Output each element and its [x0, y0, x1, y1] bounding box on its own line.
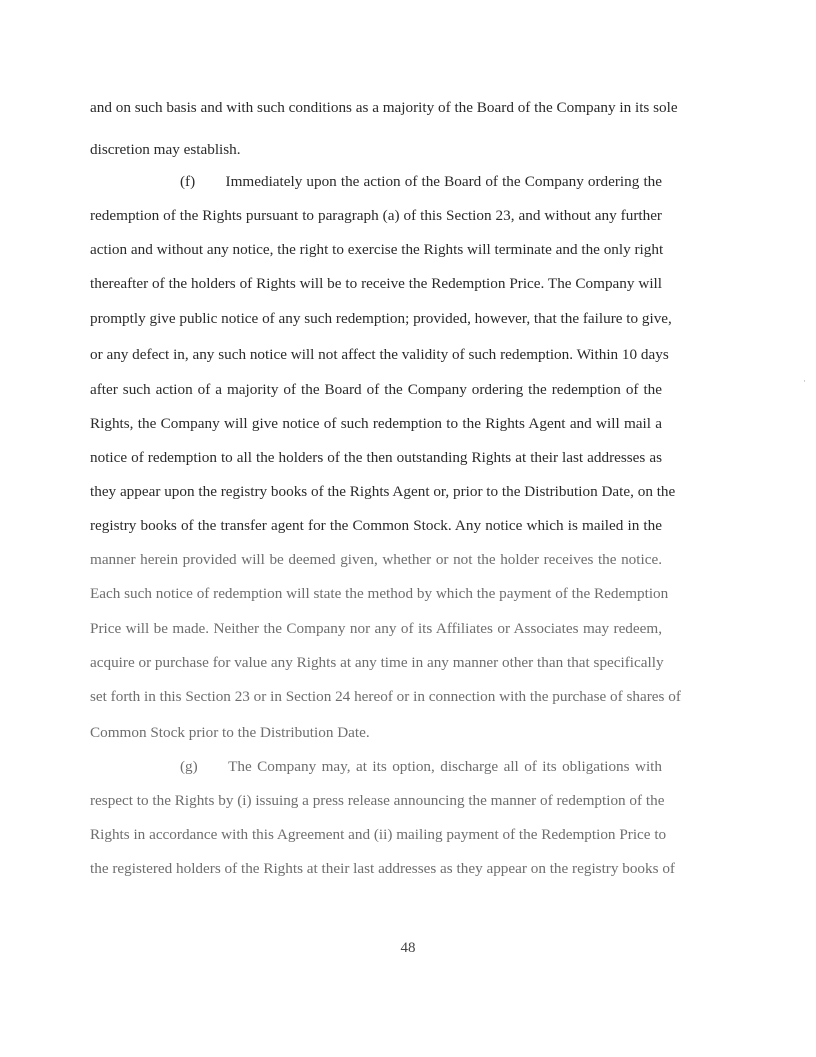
text-line: thereafter of the holders of Rights will be to receive the Redemption Price. The Company will	[90, 275, 662, 292]
scan-speck: ·	[803, 376, 806, 386]
paragraph-f-heading-line: (f) Immediately upon the action of the Board of the Company ordering the	[180, 173, 662, 190]
text-line: discretion may establish.	[90, 141, 241, 158]
paragraph-g-heading-line: (g) The Company may, at its option, discharge all of its obligations with	[180, 758, 662, 775]
text-line: action and without any notice, the right to exercise the Rights will terminate and the only right	[90, 241, 664, 258]
text-line: notice of redemption to all the holders of the then outstanding Rights at their last addresses as	[90, 449, 662, 466]
text-line: Price will be made. Neither the Company nor any of its Affiliates or Associates may redeem,	[90, 620, 662, 637]
text-line: registry books of the transfer agent for the Common Stock. Any notice which is mailed in the	[90, 517, 662, 534]
text-line: redemption of the Rights pursuant to paragraph (a) of this Section 23, and without any further	[90, 207, 662, 224]
text-line: Rights, the Company will give notice of such redemption to the Rights Agent and will mail a	[90, 415, 662, 432]
text-line: the registered holders of the Rights at their last addresses as they appear on the registry books of	[90, 860, 675, 877]
text-line: and on such basis and with such conditions as a majority of the Board of the Company in its sole	[90, 99, 678, 116]
text-line: Rights in accordance with this Agreement and (ii) mailing payment of the Redemption Price to	[90, 826, 667, 843]
page-number: 48	[400, 940, 416, 956]
text-line: or any defect in, any such notice will not affect the validity of such redemption. Within 10 days	[90, 346, 669, 363]
text-line: set forth in this Section 23 or in Section 24 hereof or in connection with the purchase of shares of	[90, 688, 681, 705]
text-line: Each such notice of redemption will state the method by which the payment of the Redemption	[90, 585, 669, 602]
text-line: they appear upon the registry books of the Rights Agent or, prior to the Distribution Date, on the	[90, 483, 676, 500]
text-line: after such action of a majority of the Board of the Company ordering the redemption of the	[90, 381, 662, 398]
text-line: acquire or purchase for value any Rights at any time in any manner other than that specifically	[90, 654, 664, 671]
text-line: manner herein provided will be deemed given, whether or not the holder receives the notice.	[90, 551, 662, 568]
text-line: respect to the Rights by (i) issuing a press release announcing the manner of redemption of the	[90, 792, 665, 809]
text-line: promptly give public notice of any such redemption; provided, however, that the failure to give,	[90, 310, 672, 327]
text-line: Common Stock prior to the Distribution Date.	[90, 724, 370, 741]
